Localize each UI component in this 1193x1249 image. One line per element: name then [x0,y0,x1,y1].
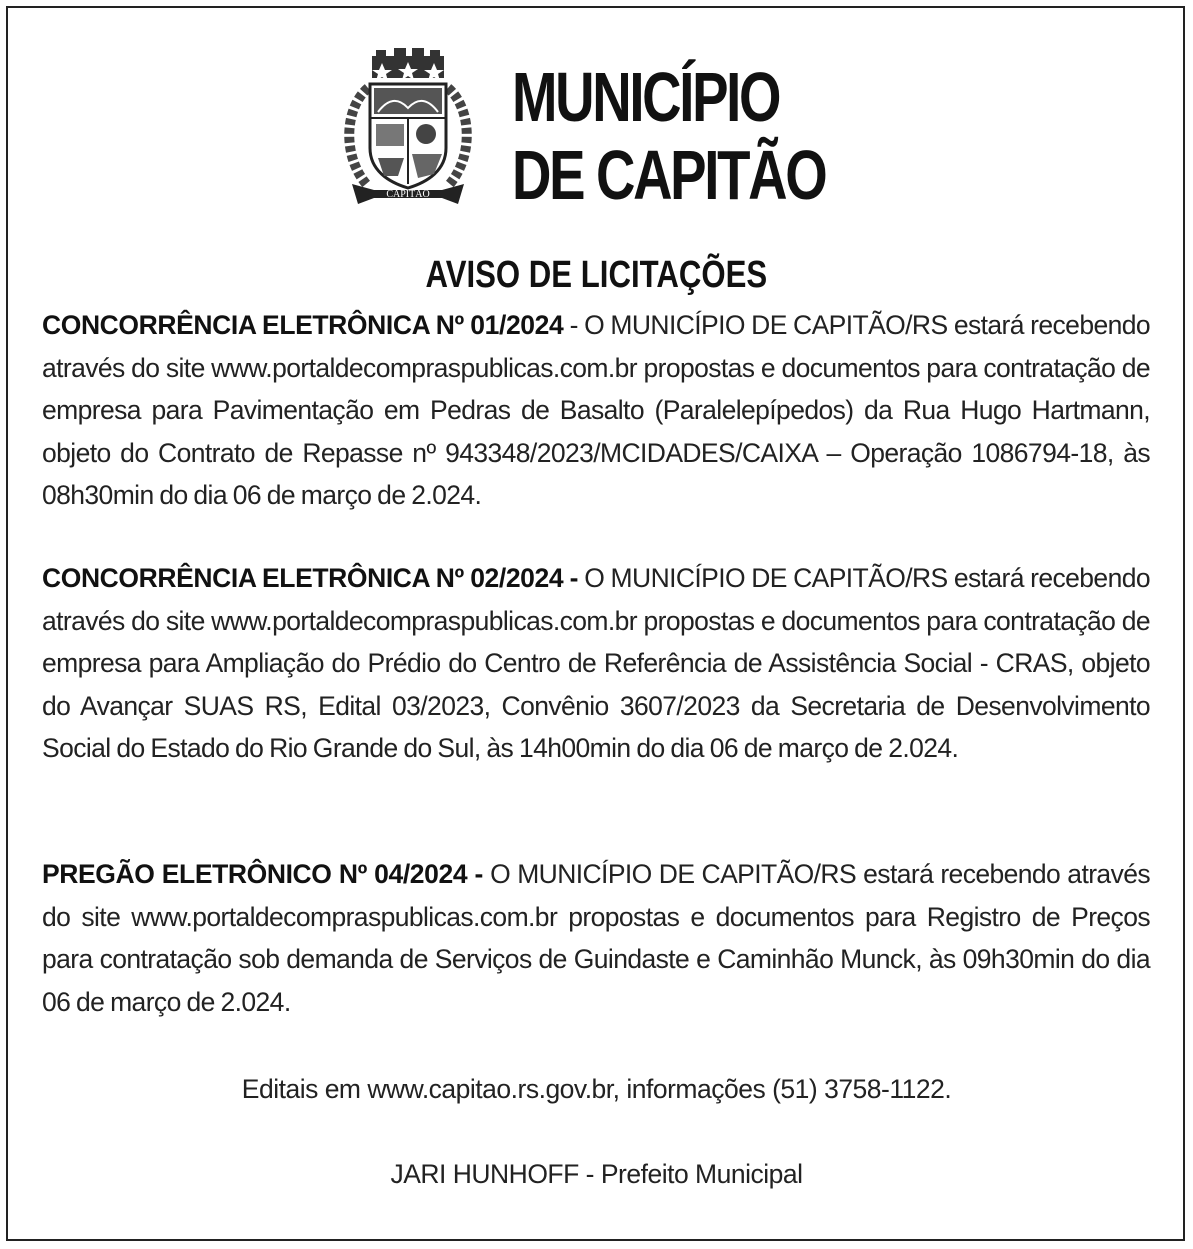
bid-notice-body: O MUNICÍPIO DE CAPITÃO/RS estará recebendo através do site www.portaldecompraspublicas.com.br propostas e documentos para contratação de empresa para Pavimentação em Pedras de Basalto (Paralelepípedos) da Rua Hugo Hartmann, objeto do Contrato de Repasse nº 943348/2023/MCIDADES/CAIXA – Operação 1086794-18, às 08h30min do dia 06 de março de 2.024. [42,310,1151,510]
bid-notice-paragraph [42,557,1150,770]
municipality-title-line1: MUNICÍPIO [512,58,780,136]
municipality-header [338,48,858,218]
bid-notice-paragraph [42,853,1150,1023]
editais-info: Editais em www.capitao.rs.gov.br, informações (51) 3758-1122. [241,1074,952,1104]
notice-title [0,252,1193,298]
crest-ribbon-text: CAPITÃO [386,189,430,200]
bid-notice-heading: CONCORRÊNCIA ELETRÔNICA Nº 02/2024 - [42,563,579,593]
bid-notice-separator: - [563,310,585,340]
municipality-title-line2: DE CAPITÃO [512,136,826,214]
bid-notice-body: O MUNICÍPIO DE CAPITÃO/RS estará recebendo através do site www.portaldecompraspublicas.com.br propostas e documentos para Registro de Preços para contratação sob demanda de Serviços de Guindaste e Caminhão Munck, às 09h30min do dia 06 de março de 2.024. [42,859,1151,1017]
bid-notice-paragraph [42,304,1150,517]
bid-notice-heading: PREGÃO ELETRÔNICO Nº 04/2024 - [42,859,483,889]
mayor-signature: JARI HUNHOFF - Prefeito Municipal [390,1159,803,1189]
municipality-title [512,58,826,214]
notice-title-text: AVISO DE LICITAÇÕES [425,254,768,296]
coat-of-arms-icon [338,48,478,208]
bid-notice-heading: CONCORRÊNCIA ELETRÔNICA Nº 01/2024 [42,310,564,340]
bid-notice-separator [483,859,490,889]
bid-notice-body: O MUNICÍPIO DE CAPITÃO/RS estará recebendo através do site www.portaldecompraspublicas.com.br propostas e documentos para contratação de empresa para Ampliação do Prédio do Centro de Referência de Assistência Social - CRAS, objeto do Avançar SUAS RS, Edital 03/2023, Convênio 3607/2023 da Secretaria de Desenvolvimento Social do Estado do Rio Grande do Sul, às 14h00min do dia 06 de março de 2.024. [42,563,1150,763]
